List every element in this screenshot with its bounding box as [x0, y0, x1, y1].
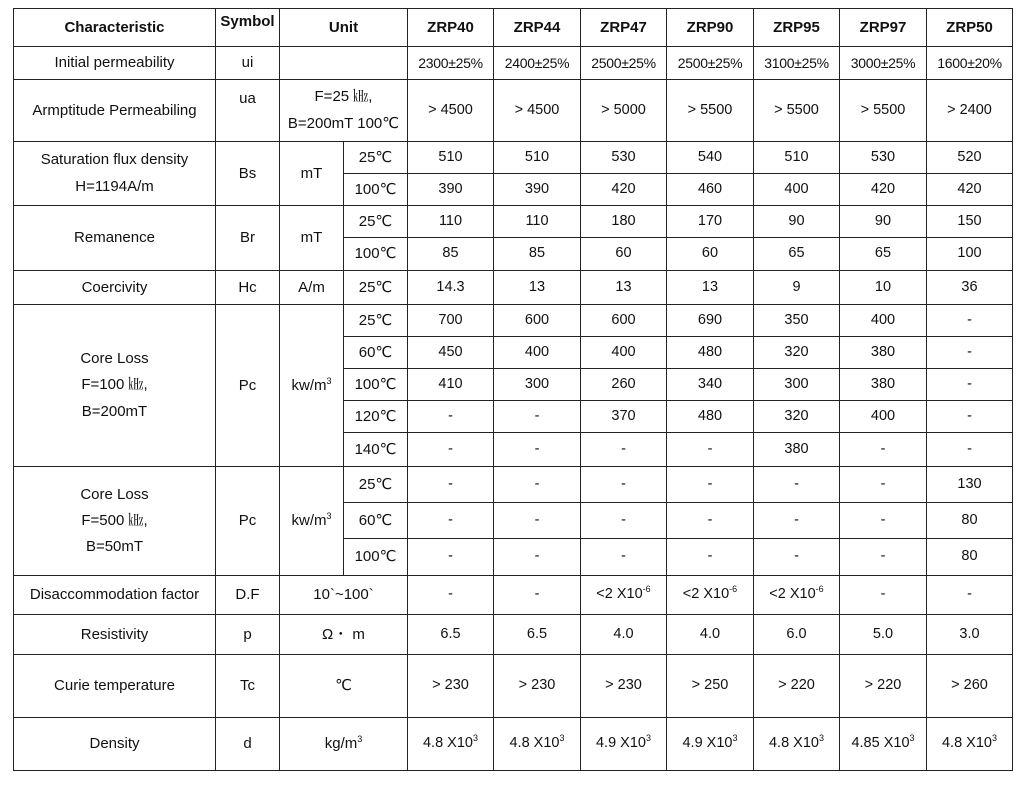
- temp-cell: 100℃: [344, 174, 408, 206]
- value-cell: 320: [754, 337, 840, 369]
- value-cell: 530: [581, 142, 667, 174]
- value-cell: 460: [667, 174, 754, 206]
- value-exponent: 3: [991, 733, 997, 744]
- label-line: F=100 ㎑,: [81, 376, 148, 394]
- value-cell: 300: [494, 369, 581, 401]
- value-cell: 700: [408, 305, 494, 337]
- value-cell: 390: [408, 174, 494, 206]
- value-cell: -: [581, 503, 667, 539]
- value-cell: 370: [581, 401, 667, 433]
- unit-cell-empty: [280, 47, 408, 80]
- value-cell: 400: [581, 337, 667, 369]
- value-cell: 380: [754, 433, 840, 467]
- value-cell: -: [494, 433, 581, 467]
- value-cell: -: [408, 401, 494, 433]
- value-cell: -: [581, 467, 667, 503]
- value-exponent: -6: [642, 584, 651, 595]
- value-cell: > 230: [408, 655, 494, 718]
- value-cell: 13: [667, 271, 754, 305]
- value-base: 4.8 X10: [509, 735, 560, 752]
- symbol-cell: ui: [216, 47, 280, 80]
- symbol-cell: d: [216, 718, 280, 771]
- label-remanence: Remanence: [14, 206, 216, 271]
- value-cell: -: [927, 433, 1013, 467]
- value-base: -: [967, 586, 972, 603]
- value-cell: 320: [754, 401, 840, 433]
- value-cell: -: [754, 467, 840, 503]
- value-cell: 260: [581, 369, 667, 401]
- value-cell: 420: [927, 174, 1013, 206]
- value-cell: 85: [408, 238, 494, 271]
- value-cell: > 220: [754, 655, 840, 718]
- temp-cell: 100℃: [344, 369, 408, 401]
- header-row: [14, 9, 1013, 47]
- value-cell: > 5000: [581, 80, 667, 142]
- temp-cell: 25℃: [344, 206, 408, 238]
- value-cell: -: [840, 467, 927, 503]
- value-cell: [927, 576, 1013, 615]
- value-cell: [581, 576, 667, 615]
- value-cell: 3.0: [927, 615, 1013, 655]
- label-line: Core Loss: [80, 350, 149, 368]
- symbol-cell: Bs: [216, 142, 280, 206]
- value-cell: 420: [581, 174, 667, 206]
- value-cell: 480: [667, 337, 754, 369]
- unit-cell: 10`~100`: [280, 576, 408, 615]
- header-grade: ZRP44: [494, 9, 581, 47]
- value-cell: 410: [408, 369, 494, 401]
- symbol-cell: ua: [216, 80, 280, 142]
- value-cell: 690: [667, 305, 754, 337]
- unit-cell: Ω・ m: [280, 615, 408, 655]
- value-cell: > 5500: [840, 80, 927, 142]
- unit-cell: [280, 718, 408, 771]
- value-cell: 100: [927, 238, 1013, 271]
- value-cell: 510: [754, 142, 840, 174]
- value-cell: [408, 718, 494, 771]
- value-exponent: -6: [729, 584, 738, 595]
- value-cell: 5.0: [840, 615, 927, 655]
- value-cell: 380: [840, 369, 927, 401]
- value-cell: 150: [927, 206, 1013, 238]
- value-exponent: 3: [909, 733, 915, 744]
- value-cell: 480: [667, 401, 754, 433]
- value-cell: 2500±25%: [667, 47, 754, 80]
- label-core-loss-100: [14, 305, 216, 467]
- value-base: 4.8 X10: [941, 735, 992, 752]
- value-cell: 130: [927, 467, 1013, 503]
- value-cell: 4.0: [667, 615, 754, 655]
- label-line: H=1194A/m: [75, 177, 154, 195]
- symbol-cell: Tc: [216, 655, 280, 718]
- row-curie-temperature: [14, 655, 1013, 718]
- value-cell: 6.5: [494, 615, 581, 655]
- value-cell: -: [494, 467, 581, 503]
- value-cell: 390: [494, 174, 581, 206]
- value-cell: [840, 718, 927, 771]
- row-coreloss100-25: [14, 305, 1013, 337]
- value-cell: 300: [754, 369, 840, 401]
- value-cell: 530: [840, 142, 927, 174]
- temp-cell: 60℃: [344, 503, 408, 539]
- temp-cell: 100℃: [344, 238, 408, 271]
- symbol-cell: Br: [216, 206, 280, 271]
- value-cell: 170: [667, 206, 754, 238]
- value-cell: 540: [667, 142, 754, 174]
- label-line: B=50mT: [85, 538, 144, 556]
- header-symbol: Symbol: [216, 9, 280, 47]
- value-base: -: [534, 586, 540, 603]
- row-coreloss500-25: [14, 467, 1013, 503]
- value-cell: -: [667, 467, 754, 503]
- value-cell: 6.5: [408, 615, 494, 655]
- header-grade: ZRP40: [408, 9, 494, 47]
- row-density: [14, 718, 1013, 771]
- value-cell: 1600±20%: [927, 47, 1013, 80]
- value-exponent: 3: [818, 733, 824, 744]
- value-cell: -: [667, 539, 754, 576]
- header-characteristic: Characteristic: [14, 9, 216, 47]
- value-cell: -: [494, 503, 581, 539]
- value-cell: -: [927, 337, 1013, 369]
- value-exponent: 3: [472, 733, 478, 744]
- label-curie-temperature: Curie temperature: [14, 655, 216, 718]
- label-core-loss-500: [14, 467, 216, 576]
- value-cell: 600: [494, 305, 581, 337]
- row-initial-permeability: [14, 47, 1013, 80]
- value-cell: 36: [927, 271, 1013, 305]
- value-cell: > 5500: [754, 80, 840, 142]
- value-cell: > 5500: [667, 80, 754, 142]
- value-cell: > 250: [667, 655, 754, 718]
- value-cell: 520: [927, 142, 1013, 174]
- value-cell: 90: [840, 206, 927, 238]
- unit-exponent: 3: [357, 734, 363, 744]
- value-cell: > 230: [581, 655, 667, 718]
- header-grade: ZRP95: [754, 9, 840, 47]
- label-density: Density: [14, 718, 216, 771]
- temp-cell: 25℃: [344, 467, 408, 503]
- label-line: B=200mT: [81, 402, 148, 420]
- value-cell: 2300±25%: [408, 47, 494, 80]
- value-cell: 65: [754, 238, 840, 271]
- value-cell: 110: [408, 206, 494, 238]
- unit-cell: [280, 305, 344, 467]
- value-cell: 180: [581, 206, 667, 238]
- row-amplitude-permeability: [14, 80, 1013, 142]
- symbol-cell: D.F: [216, 576, 280, 615]
- label-line: Saturation flux density: [40, 151, 189, 169]
- label-resistivity: Resistivity: [14, 615, 216, 655]
- temp-cell: 25℃: [344, 142, 408, 174]
- value-cell: 400: [840, 305, 927, 337]
- temp-cell: 100℃: [344, 539, 408, 576]
- value-cell: 85: [494, 238, 581, 271]
- value-cell: -: [494, 401, 581, 433]
- value-cell: -: [581, 433, 667, 467]
- unit-base: kw/m: [291, 376, 327, 394]
- value-base: 4.8 X10: [422, 735, 473, 752]
- spec-table-container: [13, 8, 1013, 771]
- header-grade: ZRP47: [581, 9, 667, 47]
- value-cell: > 4500: [494, 80, 581, 142]
- value-base: -: [880, 586, 886, 603]
- unit-line: F=25 ㎑,: [314, 88, 373, 106]
- unit-base: kw/m: [291, 512, 327, 529]
- value-cell: 400: [754, 174, 840, 206]
- value-base: 4.85 X10: [851, 735, 910, 752]
- value-cell: [667, 576, 754, 615]
- value-cell: [494, 718, 581, 771]
- value-cell: -: [408, 503, 494, 539]
- unit-exponent: 3: [326, 511, 332, 521]
- value-cell: -: [408, 539, 494, 576]
- value-cell: -: [408, 433, 494, 467]
- value-cell: -: [840, 539, 927, 576]
- value-base: 4.9 X10: [595, 735, 646, 752]
- value-base: <2 X10: [682, 586, 730, 603]
- value-cell: 80: [927, 503, 1013, 539]
- value-cell: 450: [408, 337, 494, 369]
- ferrite-spec-table: [13, 8, 1013, 771]
- temp-cell: 25℃: [344, 305, 408, 337]
- value-cell: 14.3: [408, 271, 494, 305]
- value-cell: 6.0: [754, 615, 840, 655]
- label-coercivity: Coercivity: [14, 271, 216, 305]
- value-cell: 60: [667, 238, 754, 271]
- row-resistivity: [14, 615, 1013, 655]
- value-cell: > 2400: [927, 80, 1013, 142]
- value-cell: [408, 576, 494, 615]
- value-cell: -: [581, 539, 667, 576]
- unit-cell: ℃: [280, 655, 408, 718]
- value-cell: 400: [494, 337, 581, 369]
- row-remanence-25: [14, 206, 1013, 238]
- label-amplitude-permeability: Armptitude Permeabiling: [14, 80, 216, 142]
- value-cell: 4.0: [581, 615, 667, 655]
- value-base: <2 X10: [596, 586, 643, 603]
- unit-cell-amplitude: [280, 80, 408, 142]
- value-cell: 65: [840, 238, 927, 271]
- value-cell: 350: [754, 305, 840, 337]
- symbol-cell: Pc: [216, 305, 280, 467]
- unit-line: B=200mT 100℃: [287, 114, 400, 132]
- label-disaccommodation: Disaccommodation factor: [14, 576, 216, 615]
- value-cell: 380: [840, 337, 927, 369]
- value-cell: 110: [494, 206, 581, 238]
- value-cell: [927, 718, 1013, 771]
- row-saturation-25: [14, 142, 1013, 174]
- unit-exponent: 3: [326, 375, 332, 386]
- value-cell: [840, 576, 927, 615]
- temp-cell: 120℃: [344, 401, 408, 433]
- value-cell: 510: [494, 142, 581, 174]
- value-cell: -: [494, 539, 581, 576]
- unit-base: kg/m: [324, 735, 358, 752]
- unit-cell: mT: [280, 206, 344, 271]
- value-cell: [754, 718, 840, 771]
- value-cell: 600: [581, 305, 667, 337]
- value-cell: [494, 576, 581, 615]
- value-cell: 13: [581, 271, 667, 305]
- value-cell: 3100±25%: [754, 47, 840, 80]
- value-cell: 3000±25%: [840, 47, 927, 80]
- row-disaccommodation: [14, 576, 1013, 615]
- value-cell: > 220: [840, 655, 927, 718]
- value-cell: 340: [667, 369, 754, 401]
- value-exponent: 3: [559, 733, 565, 744]
- unit-cell: mT: [280, 142, 344, 206]
- header-unit: Unit: [280, 9, 408, 47]
- value-cell: -: [840, 433, 927, 467]
- unit-cell: A/m: [280, 271, 344, 305]
- value-cell: 2400±25%: [494, 47, 581, 80]
- value-cell: 400: [840, 401, 927, 433]
- value-cell: 420: [840, 174, 927, 206]
- value-cell: 10: [840, 271, 927, 305]
- value-exponent: 3: [732, 733, 738, 744]
- header-grade: ZRP90: [667, 9, 754, 47]
- temp-cell: 140℃: [344, 433, 408, 467]
- label-line: F=500 ㎑,: [81, 511, 148, 529]
- value-cell: 90: [754, 206, 840, 238]
- value-cell: -: [667, 503, 754, 539]
- value-cell: -: [927, 401, 1013, 433]
- value-cell: -: [754, 503, 840, 539]
- value-cell: [667, 718, 754, 771]
- value-cell: [581, 718, 667, 771]
- value-base: 4.9 X10: [682, 735, 733, 752]
- value-exponent: -6: [815, 584, 824, 595]
- symbol-cell: p: [216, 615, 280, 655]
- value-cell: 510: [408, 142, 494, 174]
- value-exponent: 3: [645, 733, 651, 744]
- value-base: 4.8 X10: [768, 735, 819, 752]
- symbol-cell: Hc: [216, 271, 280, 305]
- header-grade: ZRP97: [840, 9, 927, 47]
- value-cell: 60: [581, 238, 667, 271]
- unit-cell: [280, 467, 344, 576]
- temp-cell: 25℃: [344, 271, 408, 305]
- value-cell: -: [927, 369, 1013, 401]
- value-cell: 13: [494, 271, 581, 305]
- value-base: <2 X10: [769, 586, 816, 603]
- symbol-cell: Pc: [216, 467, 280, 576]
- header-grade: ZRP50: [927, 9, 1013, 47]
- value-cell: 80: [927, 539, 1013, 576]
- row-coercivity: [14, 271, 1013, 305]
- value-cell: [754, 576, 840, 615]
- label-initial-permeability: Initial permeability: [14, 47, 216, 80]
- value-base: -: [448, 586, 453, 603]
- value-cell: -: [408, 467, 494, 503]
- value-cell: 2500±25%: [581, 47, 667, 80]
- value-cell: > 230: [494, 655, 581, 718]
- value-cell: > 4500: [408, 80, 494, 142]
- value-cell: > 260: [927, 655, 1013, 718]
- label-saturation: [14, 142, 216, 206]
- value-cell: -: [840, 503, 927, 539]
- label-line: Core Loss: [80, 485, 149, 503]
- value-cell: -: [754, 539, 840, 576]
- value-cell: -: [927, 305, 1013, 337]
- value-cell: 9: [754, 271, 840, 305]
- temp-cell: 60℃: [344, 337, 408, 369]
- value-cell: -: [667, 433, 754, 467]
